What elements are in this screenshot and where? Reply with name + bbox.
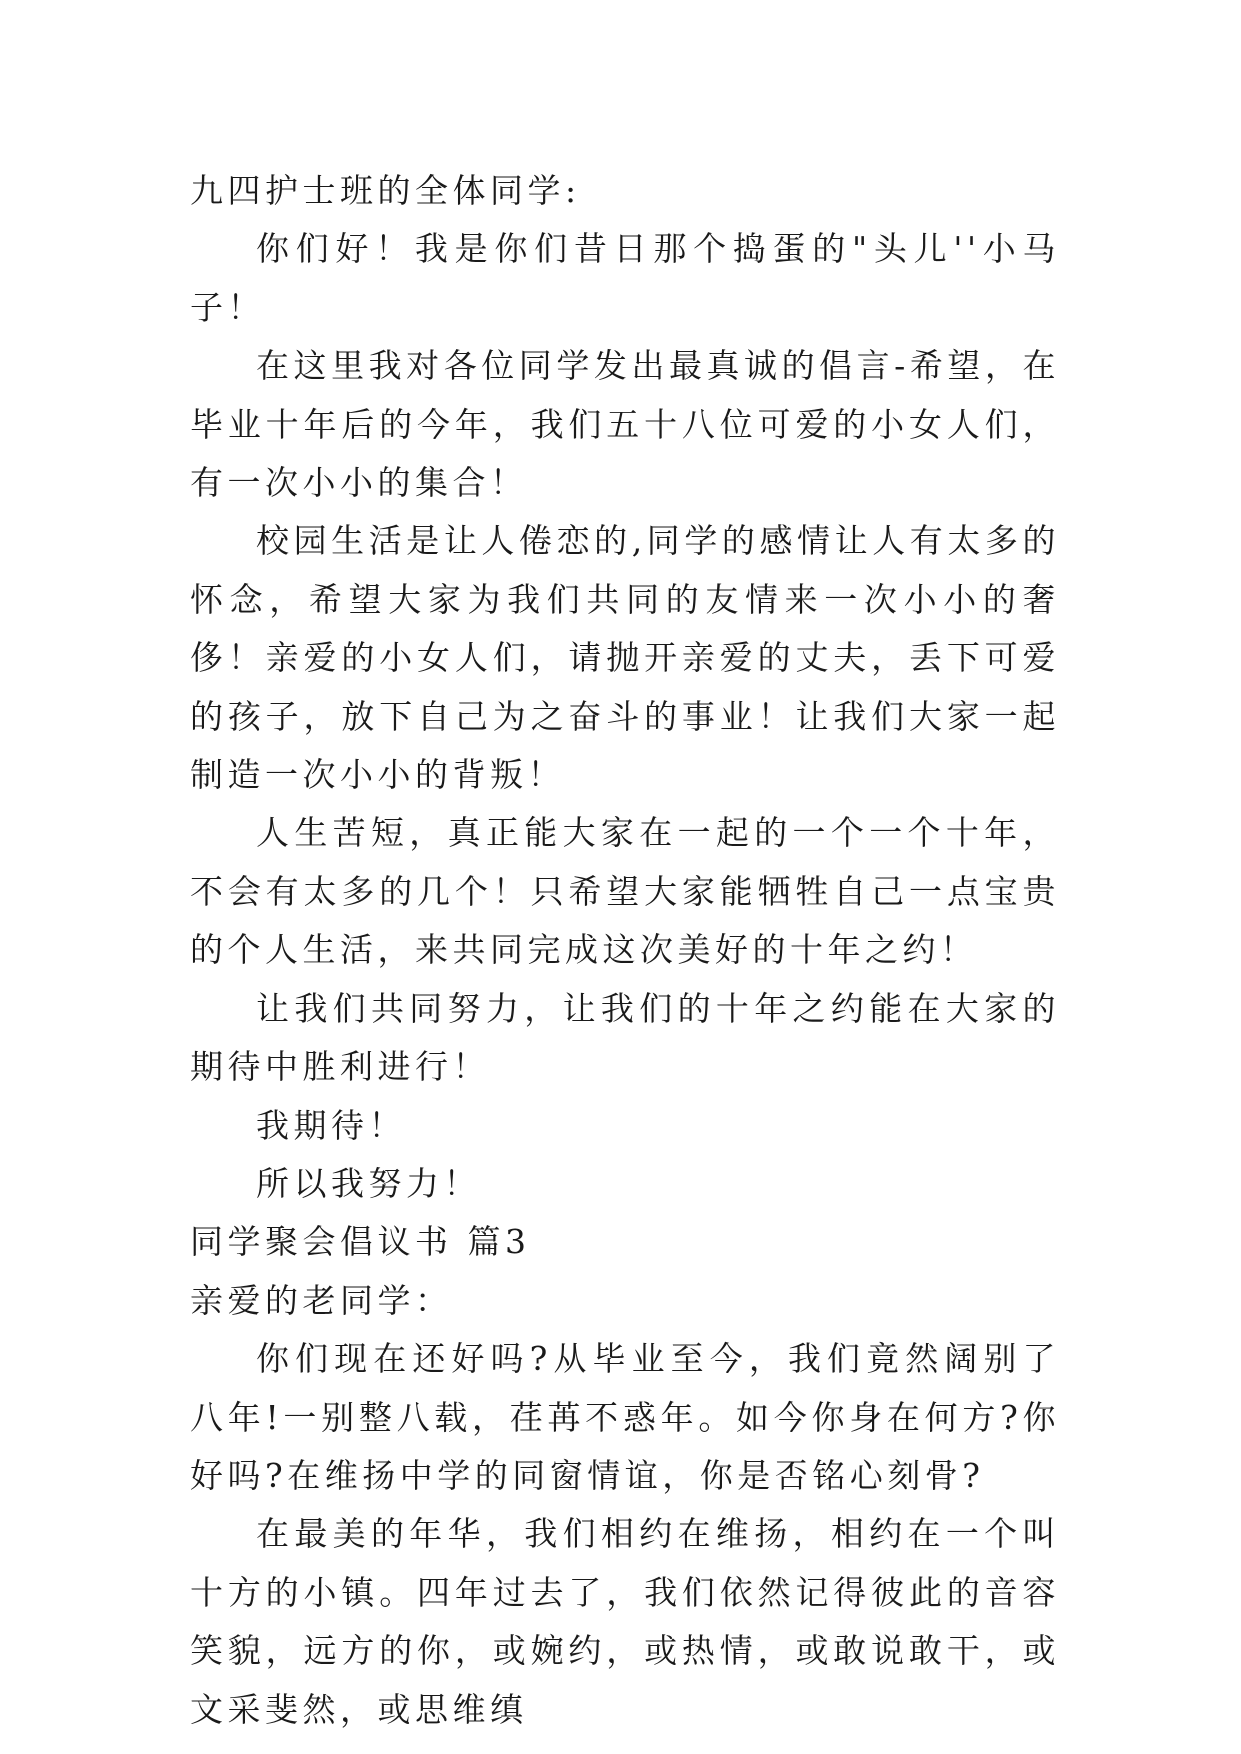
paragraph-proposal: 在这里我对各位同学发出最真诚的倡言-希望，在毕业十年后的今年，我们五十八位可爱的小女人们，有一次小小的集合！ [190, 346, 1060, 503]
salutation-section3: 亲爱的老同学： [190, 1280, 453, 1320]
paragraph-life-short: 人生苦短，真正能大家在一起的一个一个十年，不会有太多的几个！只希望大家能牺牲自己一点宝贵的个人生活，来共同完成这次美好的十年之约！ [190, 813, 1060, 970]
paragraph-effort: 所以我努力！ [256, 1163, 481, 1203]
document-body [190, 162, 1060, 1739]
paragraph-expect: 我期待！ [256, 1105, 406, 1145]
paragraph-greeting: 你们好！我是你们昔日那个捣蛋的"头儿''小马子！ [190, 229, 1060, 327]
paragraph-campus-life: 校园生活是让人倦恋的,同学的感情让人有太多的怀念，希望大家为我们共同的友情来一次小小的奢侈！亲爱的小女人们，请抛开亲爱的丈夫，丢下可爱的孩子，放下自己为之奋斗的事业！让我们大家一起制造一次小小的背叛！ [190, 521, 1060, 795]
section3-heading: 同学聚会倡议书 篇3 [190, 1222, 531, 1262]
paragraph-work-together: 让我们共同努力，让我们的十年之约能在大家的期待中胜利进行！ [190, 988, 1060, 1087]
salutation-section2: 九四护士班的全体同学: [190, 171, 581, 210]
paragraph-best-years: 在最美的年华，我们相约在维扬，相约在一个叫十方的小镇。四年过去了，我们依然记得彼此的音容笑貌，远方的你，或婉约，或热情，或敢说敢干，或文采斐然，或思维缜 [190, 1514, 1060, 1729]
paragraph-how-are-you: 你们现在还好吗?从毕业至今，我们竟然阔别了八年!一别整八载，荏苒不惑年。如今你身在何方?你好吗?在维扬中学的同窗情谊，你是否铭心刻骨? [190, 1339, 1060, 1495]
